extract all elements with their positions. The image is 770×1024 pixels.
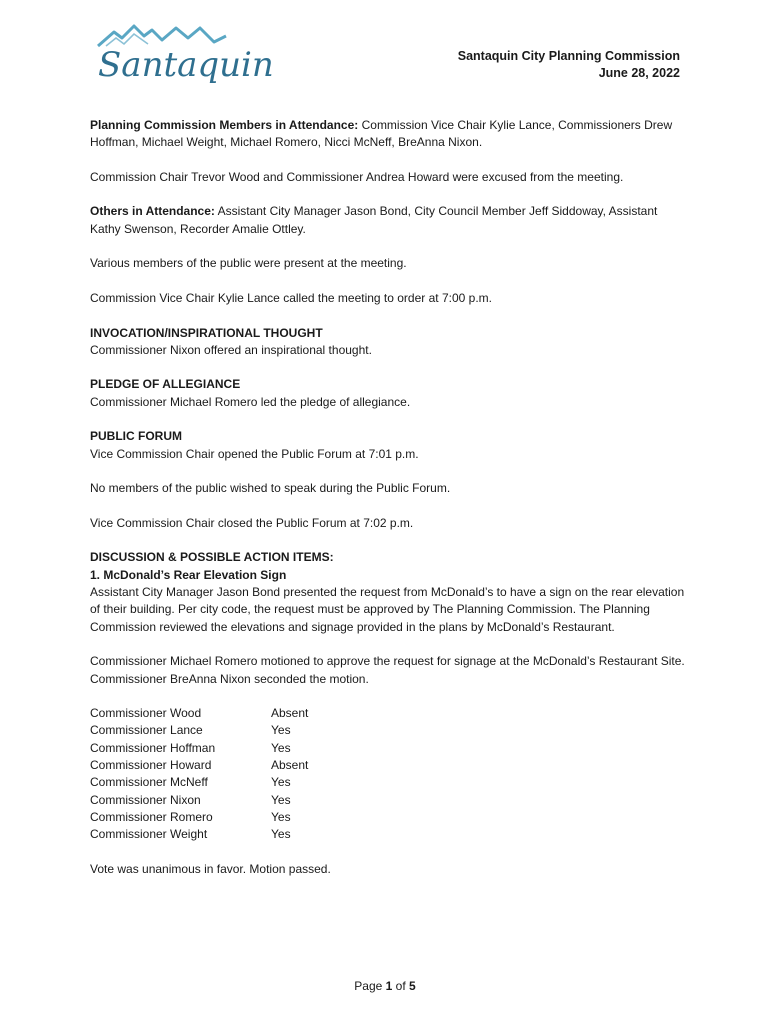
vote-value: Yes [271,809,291,824]
members-label: Planning Commission Members in Attendance: [90,118,359,132]
vote-row [90,740,308,757]
vote-name: Commissioner Nixon [90,792,201,807]
vote-row [90,774,308,791]
vote-name: Commissioner Howard [90,757,212,772]
vote-result: Vote was unanimous in favor. Motion passed. [90,861,331,876]
vote-row [90,826,308,843]
minutes-body [90,117,690,895]
document-header [458,48,680,82]
others-text: Assistant City Manager Jason Bond, City Council Member Jeff Siddoway, Assistant Kathy Swenson, Recorder Amalie Ottley. [90,204,658,236]
public-forum-section [90,428,690,463]
invocation-section [90,325,690,360]
public-forum-closed: Vice Commission Chair closed the Public Forum at 7:02 p.m. [90,515,414,530]
members-attendance [90,117,690,152]
pledge-text: Commissioner Michael Romero led the pledge of allegiance. [90,394,411,409]
vote-name: Commissioner Weight [90,827,208,842]
vote-name: Commissioner Wood [90,706,202,721]
others-label: Others in Attendance: [90,204,215,219]
item1-title: 1. McDonald’s Rear Elevation Sign [90,567,287,582]
page-total: 5 [409,979,416,993]
public-forum-opened: Vice Commission Chair opened the Public Forum at 7:01 p.m. [90,446,419,461]
others-attendance [90,203,690,238]
mountain-icon [98,26,226,46]
invocation-heading: INVOCATION/INSPIRATIONAL THOUGHT [90,325,323,340]
logo-text: Santaquin [98,45,274,85]
public-forum-none: No members of the public wished to speak during the Public Forum. [90,481,451,496]
public-forum-heading: PUBLIC FORUM [90,429,182,444]
page-footer [0,979,770,993]
pledge-section [90,376,690,411]
item1-text: Assistant City Manager Jason Bond presented the request from McDonald’s to have a sign on the rear elevation of their building. Per city code, the request must be approved by The Planning Commission. The Planning Commission reviewed the elevations and signage provided in the plans by McDonald’s Restaurant. [90,585,685,634]
pledge-heading: PLEDGE OF ALLEGIANCE [90,377,241,392]
excused-note: Commission Chair Trevor Wood and Commissioner Andrea Howard were excused from the meeting. [90,169,624,184]
motion-text: Commissioner Michael Romero motioned to approve the request for signage at the McDonald’s Restaurant Site. Commissioner BreAnna Nixon seconded the motion. [90,654,685,686]
public-present: Various members of the public were present at the meeting. [90,256,407,271]
vote-value: Yes [271,792,291,807]
vote-row [90,705,308,722]
page-number: 1 [385,979,393,993]
vote-row [90,792,308,809]
vote-name: Commissioner Lance [90,723,203,738]
vote-row [90,757,308,774]
vote-value: Yes [271,740,291,755]
vote-table [90,705,308,843]
vote-value: Yes [271,775,291,790]
vote-row [90,809,308,826]
members-text: Commission Vice Chair Kylie Lance, Commissioners Drew Hoffman, Michael Weight, Michael Romero, Nicci McNeff, BreAnna Nixon. [90,118,673,150]
vote-value: Yes [271,723,291,738]
of-word: of [392,979,410,993]
vote-value: Yes [271,827,291,842]
vote-name: Commissioner Hoffman [90,740,216,755]
discussion-heading: DISCUSSION & POSSIBLE ACTION ITEMS: [90,550,334,565]
vote-value: Absent [271,706,309,721]
vote-name: Commissioner Romero [90,809,213,824]
call-to-order: Commission Vice Chair Kylie Lance called the meeting to order at 7:00 p.m. [90,290,492,305]
santaquin-logo [92,22,274,90]
discussion-section [90,549,690,635]
vote-name: Commissioner McNeff [90,775,208,790]
invocation-text: Commissioner Nixon offered an inspirational thought. [90,342,372,357]
vote-row [90,722,308,739]
meeting-date: June 28, 2022 [598,66,680,80]
page-word: Page [354,979,386,993]
vote-value: Absent [271,757,309,772]
org-name: Santaquin City Planning Commission [457,49,680,63]
